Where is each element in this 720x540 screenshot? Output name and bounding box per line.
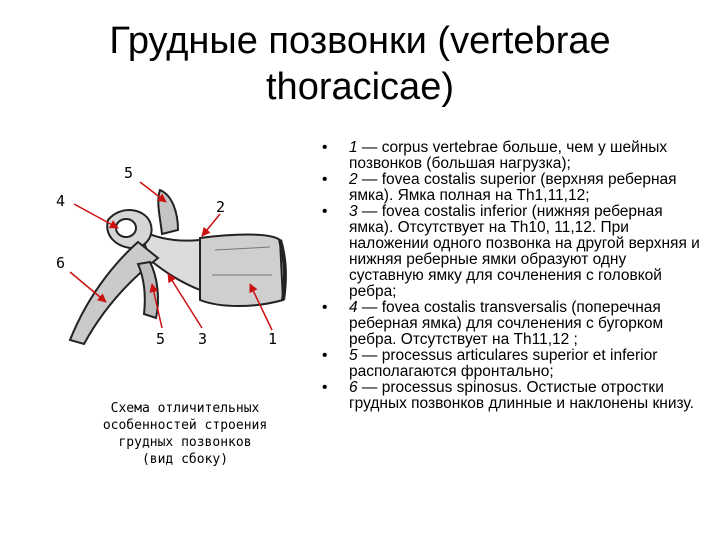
bullet-icon: • (322, 299, 328, 316)
label-4: 4 (56, 192, 66, 210)
bullet-icon: • (322, 171, 328, 188)
label-2: 2 (216, 198, 226, 216)
caption-line-2: особенностей строения (102, 418, 268, 433)
item-number: 4 (349, 299, 358, 316)
bullet-icon: • (322, 347, 328, 364)
label-5-upper: 5 (124, 164, 134, 182)
transverse-process (107, 210, 151, 248)
feature-list (316, 140, 700, 412)
list-item (316, 172, 700, 204)
caption-line-3: грудных позвонков (118, 435, 252, 450)
vertebra-diagram (40, 150, 310, 350)
label-1: 1 (268, 330, 278, 348)
item-text: — fovea costalis inferior (нижняя реберная ямка). Отсутствует на Th10, 11,12. При наложении одного позвонка на другой верхняя и нижняя реберные ямки образуют одну суставную ямку для сочленения с головкой ребра; (349, 203, 700, 300)
item-number: 3 (349, 203, 358, 220)
item-text: — processus articulares superior et inferior располагаются фронтально; (349, 347, 658, 380)
arrow-2 (202, 214, 220, 236)
title-line-1: Грудные позвонки (vertebrae (109, 20, 611, 62)
slide-title (60, 18, 660, 110)
label-3: 3 (198, 330, 208, 348)
list-item (316, 380, 700, 412)
item-number: 6 (349, 379, 358, 396)
label-6: 6 (56, 254, 66, 272)
list-item (316, 204, 700, 300)
bullet-icon: • (322, 203, 328, 220)
item-text: — processus spinosus. Остистые отростки грудных позвонков длинные и наклонены книзу. (349, 379, 694, 412)
item-number: 1 (349, 139, 358, 156)
articular-process (158, 190, 178, 234)
caption-line-1: Схема отличительных (110, 401, 260, 416)
list-item (316, 348, 700, 380)
item-number: 2 (349, 171, 358, 188)
item-text: — fovea costalis transversalis (поперечная реберная ямка) для сочленения с бугорком ребра. Отсутствует на Th11,12 ; (349, 299, 664, 348)
item-number: 5 (349, 347, 358, 364)
bullet-icon: • (322, 379, 328, 396)
list-item (316, 140, 700, 172)
label-5-lower: 5 (156, 330, 166, 348)
title-line-2: thoracicae) (266, 66, 454, 108)
vertebral-body (200, 235, 285, 307)
inferior-articular-process (138, 262, 158, 318)
item-text: — corpus vertebrae больше, чем у шейных позвонков (большая нагрузка); (349, 139, 668, 172)
figure-caption (70, 400, 300, 468)
item-text: — fovea costalis superior (верхняя реберная ямка). Ямка полная на Th1,11,12; (349, 171, 677, 204)
list-item (316, 300, 700, 348)
caption-line-4: (вид сбоку) (141, 452, 229, 467)
bullet-icon: • (322, 139, 328, 156)
